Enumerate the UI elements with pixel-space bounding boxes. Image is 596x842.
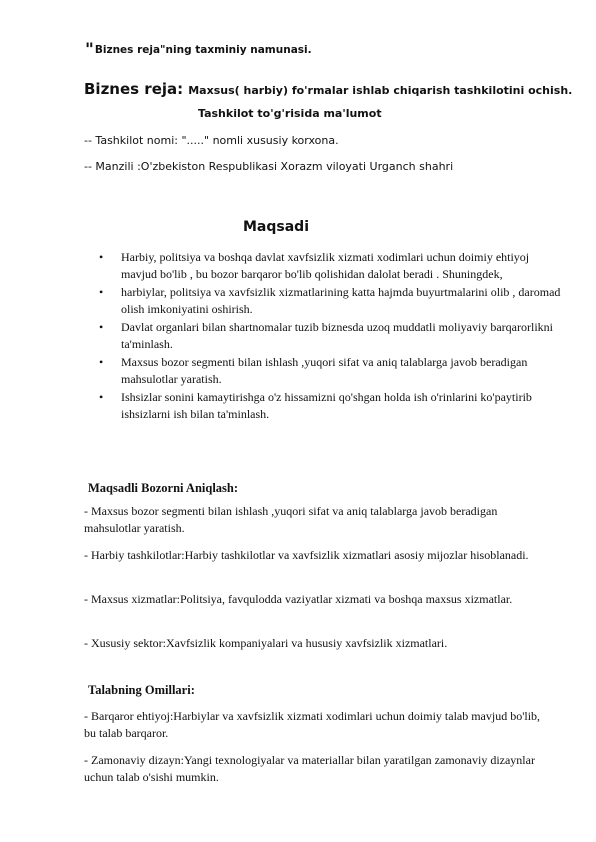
goal-item (96, 354, 566, 388)
target-market-item: - Maxsus bozor segmenti bilan ishlash ,yuqori sifat va aniq talablarga javob beradigan mahsulotlar yaratish. (84, 504, 498, 535)
goal-item-text: Harbiy, politsiya va boshqa davlat xavfsizlik xizmati xodimlari uchun doimiy ehtiyoj mavjud bo'lib , bu bozor barqaror bo'lib qolishidan dalolat beradi . Shuningdek, (121, 250, 530, 281)
target-market-title: Maqsadli Bozorni Aniqlash: (88, 481, 239, 495)
bullet-icon: • (99, 250, 104, 264)
goal-item (96, 319, 566, 353)
goal-item-text: harbiylar, politsiya va xavfsizlik xizmatlarining katta hajmda buyurtmalarini olib , daromad olish imkoniyatini oshirish. (121, 285, 561, 316)
target-market-item: - Harbiy tashkilotlar:Harbiy tashkilotlar va xavfsizlik xizmatlari asosiy mijozlar hisoblanadi. (84, 548, 529, 562)
demand-item: - Barqaror ehtiyoj:Harbiylar va xavfsizlik xizmati xodimlari uchun doimiy talab mavjud bo'lib, bu talab barqaror. (84, 709, 541, 740)
org-info-heading: Tashkilot to'g'risida ma'lumot (198, 107, 382, 120)
address-line: -- Manzili :O'zbekiston Respublikasi Xorazm viloyati Urganch shahri (84, 160, 454, 173)
target-market-item: - Xususiy sektor:Xavfsizlik kompaniyalari va hususiy xavfsizlik xizmatlari. (84, 636, 448, 650)
demand-item: - Zamonaviy dizayn:Yangi texnologiyalar va materiallar bilan yaratilgan zamonaviy dizaynlar uchun talab o'sishi mumkin. (84, 753, 535, 784)
goals-list (96, 249, 566, 424)
plan-title: Maxsus( harbiy) fo'rmalar ishlab chiqarish tashkilotini ochish. (188, 84, 573, 97)
plan-title-line (84, 79, 572, 98)
goal-item (96, 284, 566, 318)
bullet-icon: • (99, 355, 104, 369)
opening-quote-mark: " (85, 40, 94, 60)
org-name-line: -- Tashkilot nomi: "....." nomli xususiy korxona. (84, 134, 339, 147)
plan-label: Biznes reja: (84, 80, 184, 98)
goal-item (96, 249, 566, 283)
demand-title: Talabning Omillari: (88, 683, 195, 697)
bullet-icon: • (99, 390, 104, 404)
goal-item-text: Ishsizlar sonini kamaytirishga o'z hissamizni qo'shgan holda ish o'rinlarini ko'paytirib ishsizlarni ish bilan ta'minlash. (121, 390, 532, 421)
goal-item-text: Maxsus bozor segmenti bilan ishlash ,yuqori sifat va aniq talablarga javob beradigan mahsulotlar yaratish. (121, 355, 528, 386)
bullet-icon: • (99, 285, 104, 299)
goal-item (96, 389, 566, 423)
target-market-item: - Maxsus xizmatlar:Politsiya, favqulodda vaziyatlar xizmati va boshqa maxsus xizmatlar. (84, 592, 513, 606)
bullet-icon: • (99, 320, 104, 334)
goal-item-text: Davlat organlari bilan shartnomalar tuzib biznesda uzoq muddatli moliyaviy barqarorlikni ta'minlash. (121, 320, 553, 351)
sample-heading (85, 40, 312, 60)
goal-heading: Maqsadi (243, 219, 310, 235)
sample-heading-text: Biznes reja"ning taxminiy namunasi. (94, 44, 312, 56)
